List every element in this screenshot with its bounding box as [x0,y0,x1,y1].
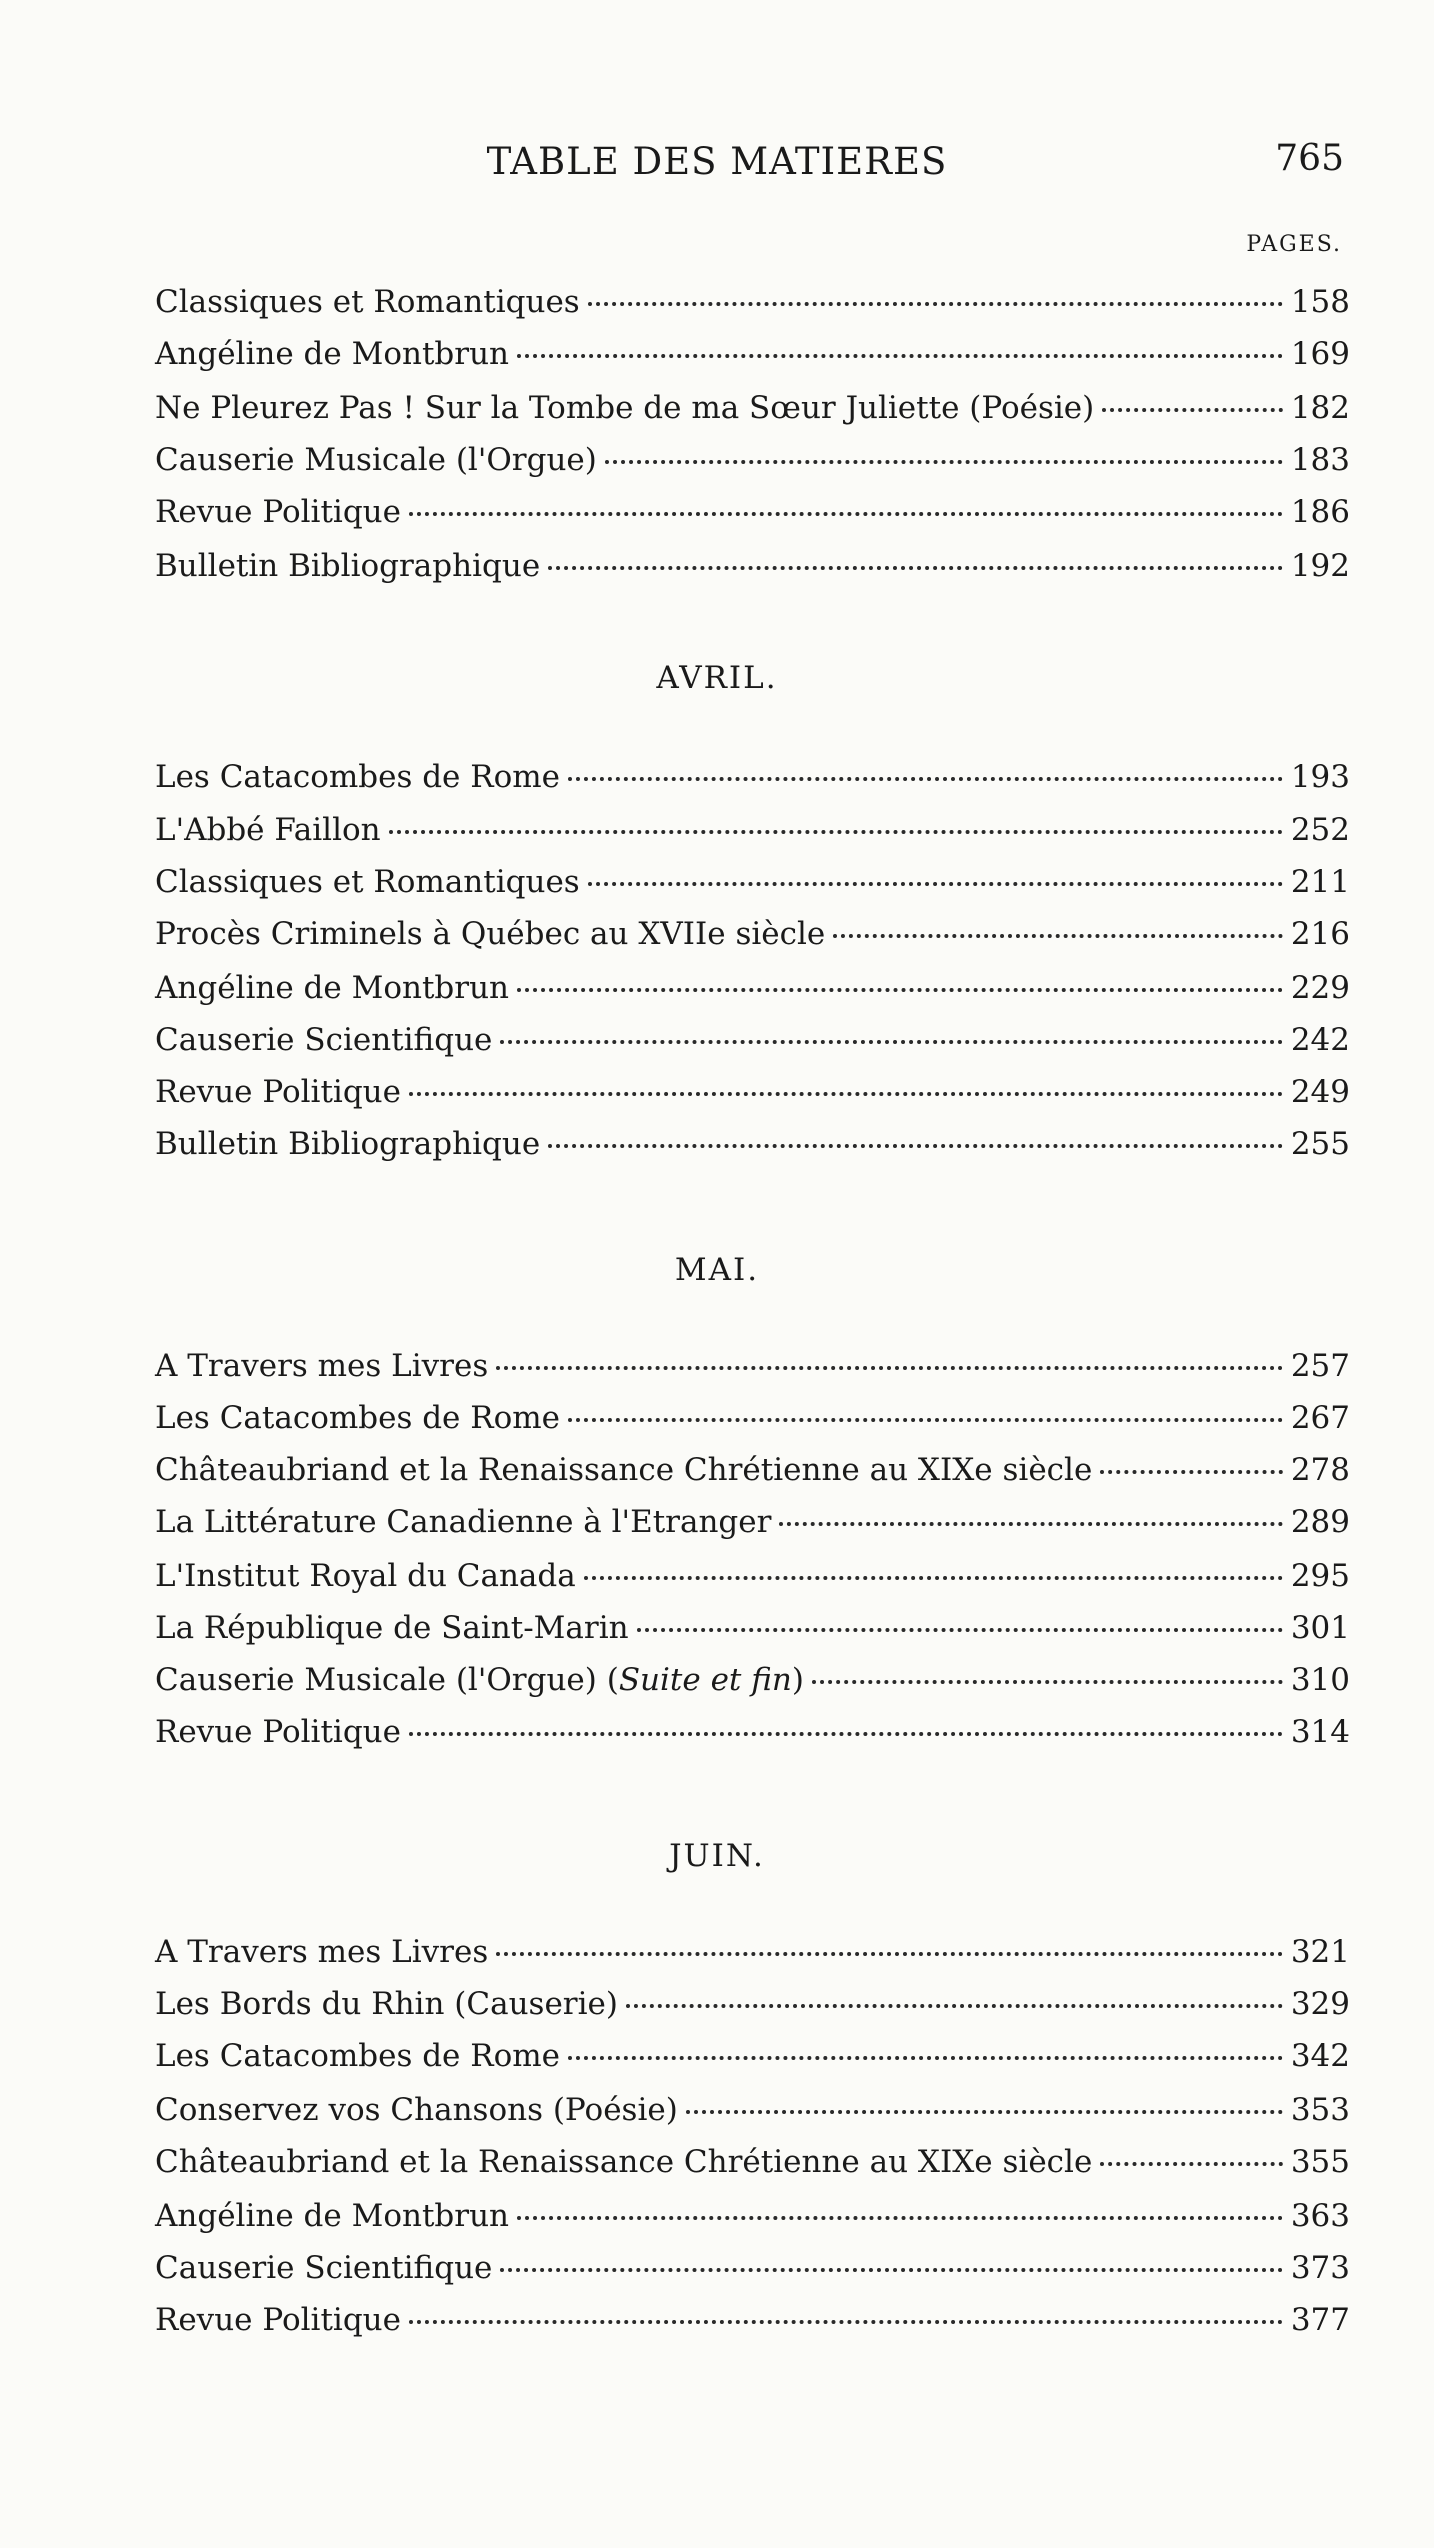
dot-leader [568,777,1283,781]
entry-title: A Travers mes Livres [155,1934,489,1970]
toc-entry [155,858,1350,906]
entry-title: La République de Saint-Marin [155,1610,629,1646]
entry-page: 249 [1290,1074,1350,1110]
entry-page: 321 [1290,1934,1350,1970]
section-heading: MAI. [674,1252,760,1288]
entry-page: 329 [1290,1986,1350,2022]
dot-leader [568,1418,1283,1422]
toc-entry [155,384,1350,432]
entry-page: 169 [1290,336,1350,372]
toc-entry [155,1552,1350,1600]
toc-entry [155,2086,1350,2134]
dot-leader [626,2004,1283,2008]
entry-page: 211 [1290,864,1350,900]
entry-title: Angéline de Montbrun [155,336,510,372]
entry-title: Châteaubriand et la Renaissance Chrétienne au XIXe siècle [155,1452,1093,1488]
dot-leader [548,566,1283,570]
entry-title: Angéline de Montbrun [155,2198,510,2234]
entry-page: 183 [1290,442,1350,478]
dot-leader [686,2110,1283,2114]
dot-leader [517,354,1283,358]
dot-leader [389,830,1283,834]
dot-leader [1100,1470,1283,1474]
entry-title: Procès Criminels à Québec au XVIIe siècle [155,916,826,952]
entry-title: Causerie Scientifique [155,1022,493,1058]
entry-title: Causerie Musicale (l'Orgue) [155,442,597,478]
entry-title: L'Abbé Faillon [155,812,381,848]
dot-leader [496,1952,1283,1956]
entry-title: A Travers mes Livres [155,1348,489,1384]
entry-page: 267 [1290,1400,1350,1436]
toc-entry [155,964,1350,1012]
entry-page: 353 [1290,2092,1350,2128]
entry-title: Classiques et Romantiques [155,864,580,900]
toc-entry [155,806,1350,854]
entry-page: 295 [1290,1558,1350,1594]
toc-entry [155,436,1350,484]
entry-page: 193 [1290,759,1350,795]
entry-page: 373 [1290,2250,1350,2286]
entry-title: Ne Pleurez Pas ! Sur la Tombe de ma Sœur Juliette (Poésie) [155,390,1095,426]
toc-entry [155,542,1350,590]
pages-column-label: PAGES. [1246,232,1342,257]
toc-entry [155,1016,1350,1064]
toc-entry [155,2138,1350,2186]
entry-page: 363 [1290,2198,1350,2234]
toc-entry [155,2296,1350,2344]
entry-title: Bulletin Bibliographique [155,1126,541,1162]
entry-title: L'Institut Royal du Canada [155,1558,576,1594]
entry-page: 289 [1290,1504,1350,1540]
toc-entry [155,1980,1350,2028]
toc-entry [155,1394,1350,1442]
section-heading: AVRIL. [656,660,778,696]
toc-entry [155,488,1350,536]
entry-title: Les Catacombes de Rome [155,2038,560,2074]
toc-entry [155,1604,1350,1652]
toc-entry [155,910,1350,958]
entry-page: 158 [1290,284,1350,320]
toc-entry [155,1498,1350,1546]
dot-leader [605,460,1283,464]
dot-leader [500,2268,1282,2272]
entry-title: Conservez vos Chansons (Poésie) [155,2092,678,2128]
entry-page: 242 [1290,1022,1350,1058]
entry-title: Les Bords du Rhin (Causerie) [155,1986,618,2022]
toc-entry [155,1068,1350,1116]
entry-title: Classiques et Romantiques [155,284,580,320]
dot-leader [409,512,1283,516]
entry-title: Les Catacombes de Rome [155,759,560,795]
dot-leader [812,1680,1283,1684]
toc-entry [155,330,1350,378]
toc-entry [155,1342,1350,1390]
entry-page: 342 [1290,2038,1350,2074]
entry-title: Revue Politique [155,1714,401,1750]
entry-title: La Littérature Canadienne à l'Etranger [155,1504,772,1540]
dot-leader [779,1522,1282,1526]
dot-leader [517,988,1283,992]
toc-entry [155,2032,1350,2080]
entry-page: 255 [1290,1126,1350,1162]
running-title: TABLE DES MATIERES [486,140,948,183]
entry-title: Causerie Scientifique [155,2250,493,2286]
dot-leader [584,1576,1283,1580]
dot-leader [588,882,1283,886]
page-number: 765 [1275,138,1344,179]
dot-leader [548,1144,1283,1148]
entry-page: 216 [1290,916,1350,952]
entry-page: 182 [1290,390,1350,426]
dot-leader [1100,2162,1283,2166]
entry-page: 278 [1290,1452,1350,1488]
dot-leader [1102,408,1283,412]
entry-title: Causerie Musicale (l'Orgue) (Suite et fin) [155,1662,804,1698]
toc-entry [155,2192,1350,2240]
dot-leader [496,1366,1283,1370]
entry-title: Revue Politique [155,494,401,530]
toc-entry [155,2244,1350,2292]
dot-leader [517,2216,1283,2220]
toc-entry [155,1656,1350,1704]
entry-page: 355 [1290,2144,1350,2180]
entry-title: Châteaubriand et la Renaissance Chrétienne au XIXe siècle [155,2144,1093,2180]
entry-page: 229 [1290,970,1350,1006]
dot-leader [588,302,1283,306]
dot-leader [409,1092,1283,1096]
toc-entry [155,1708,1350,1756]
entry-page: 377 [1290,2302,1350,2338]
toc-entry [155,1928,1350,1976]
dot-leader [637,1628,1283,1632]
toc-entry [155,278,1350,326]
entry-title: Bulletin Bibliographique [155,548,541,584]
dot-leader [409,2320,1283,2324]
entry-title: Revue Politique [155,2302,401,2338]
entry-page: 186 [1290,494,1350,530]
toc-entry [155,1120,1350,1168]
entry-title: Revue Politique [155,1074,401,1110]
entry-title: Angéline de Montbrun [155,970,510,1006]
dot-leader [833,934,1283,938]
entry-page: 310 [1290,1662,1350,1698]
entry-page: 314 [1290,1714,1350,1750]
entry-title: Les Catacombes de Rome [155,1400,560,1436]
entry-page: 192 [1290,548,1350,584]
section-heading: JUIN. [669,1838,765,1874]
dot-leader [500,1040,1282,1044]
entry-page: 252 [1290,812,1350,848]
entry-page: 257 [1290,1348,1350,1384]
toc-entry [155,753,1350,801]
toc-entry [155,1446,1350,1494]
dot-leader [409,1732,1283,1736]
entry-page: 301 [1290,1610,1350,1646]
dot-leader [568,2056,1283,2060]
